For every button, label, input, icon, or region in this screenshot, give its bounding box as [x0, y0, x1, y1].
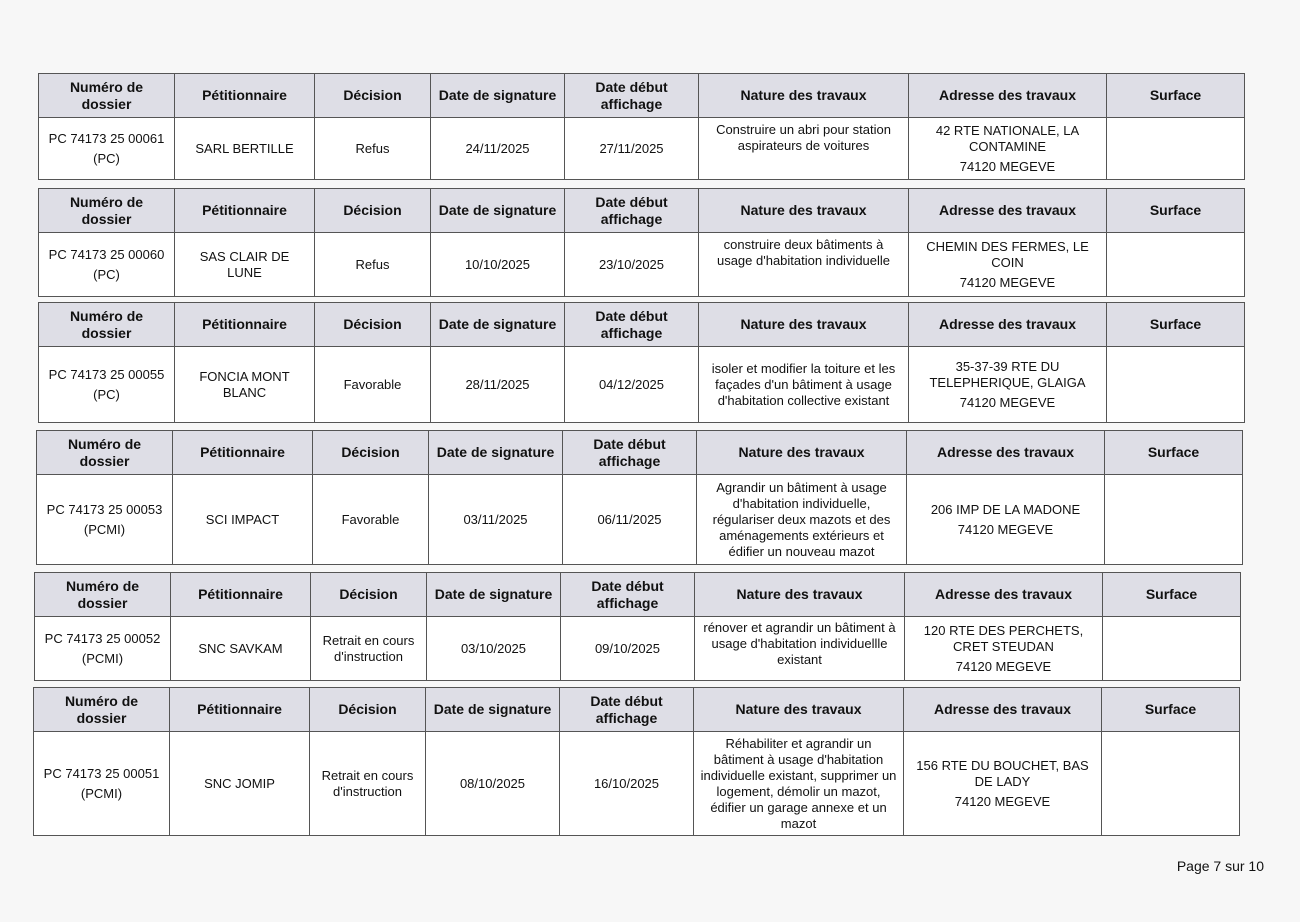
date-affichage-cell: 27/11/2025: [565, 118, 699, 180]
dossier-number: PC 74173 25 00051: [43, 765, 160, 781]
surface-cell: [1105, 475, 1243, 565]
petitionnaire-cell: SNC JOMIP: [170, 732, 310, 836]
header-dossier: Numéro de dossier: [39, 74, 175, 118]
permit-table: [38, 302, 1245, 423]
table-row: [37, 475, 1243, 565]
date-affichage-cell: 06/11/2025: [563, 475, 697, 565]
page-number: Page 7 sur 10: [1176, 858, 1264, 874]
adresse-city: 74120 MEGEVE: [954, 793, 1051, 809]
dossier-type: (PC): [93, 266, 120, 282]
decision-cell: Favorable: [315, 347, 431, 423]
header-adresse: Adresse des travaux: [909, 189, 1107, 233]
date-signature-cell: 03/10/2025: [427, 617, 561, 681]
header-nature: Nature des travaux: [697, 431, 907, 475]
petitionnaire-cell: SARL BERTILLE: [175, 118, 315, 180]
date-affichage-cell: 09/10/2025: [561, 617, 695, 681]
nature-cell: Construire un abri pour station aspirateurs de voitures: [699, 118, 909, 180]
adresse-city: 74120 MEGEVE: [959, 274, 1056, 290]
header-nature: Nature des travaux: [699, 189, 909, 233]
table-row: [39, 118, 1245, 180]
header-nature: Nature des travaux: [699, 74, 909, 118]
header-nature: Nature des travaux: [699, 303, 909, 347]
dossier-cell: [37, 475, 173, 565]
dossier-cell: [39, 233, 175, 297]
header-surface: Surface: [1107, 303, 1245, 347]
adresse-cell: [909, 347, 1107, 423]
adresse-cell: [909, 118, 1107, 180]
header-adresse: Adresse des travaux: [904, 688, 1102, 732]
surface-cell: [1103, 617, 1241, 681]
header-decision: Décision: [310, 688, 426, 732]
petitionnaire-cell: SCI IMPACT: [173, 475, 313, 565]
header-row: [39, 189, 1245, 233]
adresse-cell: [905, 617, 1103, 681]
header-petitionnaire: Pétitionnaire: [175, 303, 315, 347]
header-row: [39, 303, 1245, 347]
adresse-line: 156 RTE DU BOUCHET, BAS DE LADY: [916, 757, 1089, 789]
adresse-line: 42 RTE NATIONALE, LA CONTAMINE: [935, 122, 1080, 154]
decision-cell: Favorable: [313, 475, 429, 565]
permit-table: [33, 687, 1240, 836]
decision-cell: Refus: [315, 118, 431, 180]
date-affichage-cell: 23/10/2025: [565, 233, 699, 297]
surface-cell: [1102, 732, 1240, 836]
date-signature-cell: 28/11/2025: [431, 347, 565, 423]
header-petitionnaire: Pétitionnaire: [173, 431, 313, 475]
decision-cell: Retrait en cours d'instruction: [311, 617, 427, 681]
dossier-cell: [39, 347, 175, 423]
adresse-city: 74120 MEGEVE: [959, 394, 1056, 410]
header-dossier: Numéro de dossier: [39, 303, 175, 347]
permit-table: [38, 188, 1245, 297]
nature-cell: construire deux bâtiments à usage d'habitation individuelle: [699, 233, 909, 297]
header-nature: Nature des travaux: [694, 688, 904, 732]
header-surface: Surface: [1103, 573, 1241, 617]
surface-cell: [1107, 347, 1245, 423]
header-dossier: Numéro de dossier: [35, 573, 171, 617]
nature-cell: isoler et modifier la toiture et les façades d'un bâtiment à usage d'habitation collective existant: [699, 347, 909, 423]
header-date-signature: Date de signature: [426, 688, 560, 732]
nature-cell: Agrandir un bâtiment à usage d'habitation individuelle, régulariser deux mazots et des aménagements extérieurs et édifier un nouveau mazot: [697, 475, 907, 565]
adresse-line: 35-37-39 RTE DU TELEPHERIQUE, GLAIGA: [929, 358, 1086, 390]
header-date-affichage: Date début affichage: [561, 573, 695, 617]
date-signature-cell: 08/10/2025: [426, 732, 560, 836]
petitionnaire-cell: SAS CLAIR DE LUNE: [175, 233, 315, 297]
table-row: [39, 233, 1245, 297]
header-surface: Surface: [1102, 688, 1240, 732]
header-surface: Surface: [1107, 74, 1245, 118]
dossier-number: PC 74173 25 00052: [44, 630, 161, 646]
adresse-cell: [907, 475, 1105, 565]
header-date-signature: Date de signature: [431, 189, 565, 233]
permit-table: [36, 430, 1243, 565]
dossier-type: (PCMI): [80, 785, 123, 801]
header-date-affichage: Date début affichage: [565, 74, 699, 118]
header-decision: Décision: [315, 189, 431, 233]
header-date-affichage: Date début affichage: [565, 303, 699, 347]
header-row: [37, 431, 1243, 475]
header-dossier: Numéro de dossier: [37, 431, 173, 475]
dossier-number: PC 74173 25 00061: [48, 130, 165, 146]
header-petitionnaire: Pétitionnaire: [171, 573, 311, 617]
header-date-affichage: Date début affichage: [565, 189, 699, 233]
dossier-number: PC 74173 25 00055: [48, 366, 165, 382]
dossier-number: PC 74173 25 00053: [46, 501, 163, 517]
nature-cell: rénover et agrandir un bâtiment à usage d'habitation individuellle existant: [695, 617, 905, 681]
header-petitionnaire: Pétitionnaire: [175, 74, 315, 118]
header-decision: Décision: [315, 74, 431, 118]
adresse-cell: [904, 732, 1102, 836]
header-row: [39, 74, 1245, 118]
header-decision: Décision: [311, 573, 427, 617]
header-date-signature: Date de signature: [429, 431, 563, 475]
date-affichage-cell: 16/10/2025: [560, 732, 694, 836]
decision-cell: Retrait en cours d'instruction: [310, 732, 426, 836]
dossier-type: (PC): [93, 386, 120, 402]
dossier-number: PC 74173 25 00060: [48, 246, 165, 262]
dossier-type: (PCMI): [83, 521, 126, 537]
table-row: [39, 347, 1245, 423]
adresse-line: CHEMIN DES FERMES, LE COIN: [926, 238, 1089, 270]
dossier-type: (PC): [93, 150, 120, 166]
table-row: [34, 732, 1240, 836]
header-date-signature: Date de signature: [431, 74, 565, 118]
surface-cell: [1107, 118, 1245, 180]
dossier-type: (PCMI): [81, 650, 124, 666]
surface-cell: [1107, 233, 1245, 297]
date-signature-cell: 03/11/2025: [429, 475, 563, 565]
date-affichage-cell: 04/12/2025: [565, 347, 699, 423]
decision-cell: Refus: [315, 233, 431, 297]
date-signature-cell: 10/10/2025: [431, 233, 565, 297]
permit-table: [38, 73, 1245, 180]
petitionnaire-cell: FONCIA MONT BLANC: [175, 347, 315, 423]
adresse-cell: [909, 233, 1107, 297]
header-date-affichage: Date début affichage: [563, 431, 697, 475]
header-adresse: Adresse des travaux: [909, 303, 1107, 347]
adresse-city: 74120 MEGEVE: [957, 521, 1054, 537]
header-dossier: Numéro de dossier: [34, 688, 170, 732]
adresse-city: 74120 MEGEVE: [955, 658, 1052, 674]
adresse-line: 120 RTE DES PERCHETS, CRET STEUDAN: [923, 622, 1084, 654]
permit-table: [34, 572, 1241, 681]
header-decision: Décision: [315, 303, 431, 347]
header-dossier: Numéro de dossier: [39, 189, 175, 233]
header-decision: Décision: [313, 431, 429, 475]
table-row: [35, 617, 1241, 681]
header-surface: Surface: [1107, 189, 1245, 233]
header-date-signature: Date de signature: [427, 573, 561, 617]
adresse-line: 206 IMP DE LA MADONE: [930, 501, 1081, 517]
header-adresse: Adresse des travaux: [907, 431, 1105, 475]
date-signature-cell: 24/11/2025: [431, 118, 565, 180]
header-adresse: Adresse des travaux: [909, 74, 1107, 118]
header-row: [34, 688, 1240, 732]
dossier-cell: [39, 118, 175, 180]
header-row: [35, 573, 1241, 617]
nature-cell: Réhabiliter et agrandir un bâtiment à usage d'habitation individuelle existant, supprimer un logement, démolir un mazot, édifier un garage annexe et un mazot: [694, 732, 904, 836]
adresse-city: 74120 MEGEVE: [959, 158, 1056, 174]
header-adresse: Adresse des travaux: [905, 573, 1103, 617]
header-petitionnaire: Pétitionnaire: [170, 688, 310, 732]
header-petitionnaire: Pétitionnaire: [175, 189, 315, 233]
header-date-signature: Date de signature: [431, 303, 565, 347]
dossier-cell: [34, 732, 170, 836]
header-nature: Nature des travaux: [695, 573, 905, 617]
header-surface: Surface: [1105, 431, 1243, 475]
dossier-cell: [35, 617, 171, 681]
header-date-affichage: Date début affichage: [560, 688, 694, 732]
petitionnaire-cell: SNC SAVKAM: [171, 617, 311, 681]
